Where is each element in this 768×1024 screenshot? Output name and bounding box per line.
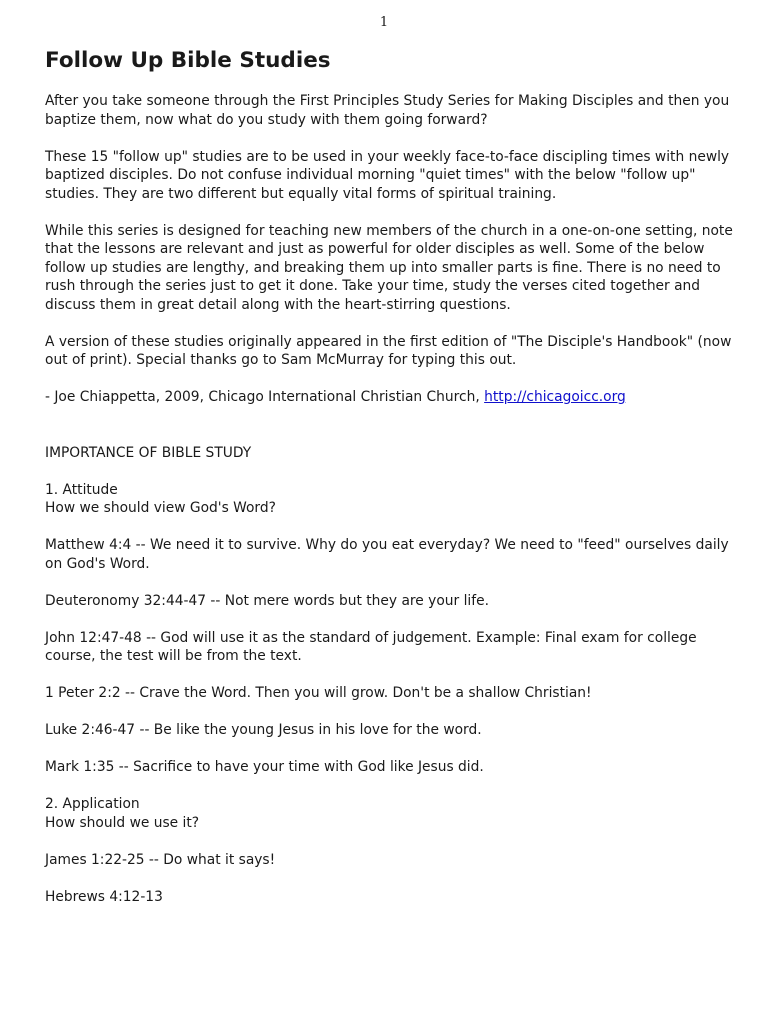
verse-item: John 12:47-48 -- God will use it as the standard of judgement. Example: Final exam for college course, the test will be from the text.	[45, 629, 697, 664]
verse-item: Luke 2:46-47 -- Be like the young Jesus in his love for the word.	[45, 722, 482, 738]
part-1-question: How we should view God's Word?	[45, 500, 276, 516]
document-body	[45, 92, 735, 925]
verse-item: James 1:22-25 -- Do what it says!	[45, 851, 276, 868]
intro-paragraph-1: After you take someone through the First Principles Study Series for Making Disciples and then you baptize them, now what do you study with them going forward?	[45, 93, 730, 128]
author-signature	[45, 388, 735, 407]
verse-item: Mark 1:35 -- Sacrifice to have your time with God like Jesus did.	[45, 759, 484, 775]
verse-item: Matthew 4:4 -- We need it to survive. Why do you eat everyday? We need to "feed" ourselves daily on God's Word.	[45, 537, 729, 572]
page-number: 1	[379, 15, 389, 30]
part-2-question: How should we use it?	[45, 814, 200, 831]
intro-paragraph-3: While this series is designed for teaching new members of the church in a one-on-one setting, note that the lessons are relevant and just as powerful for older disciples as well. Some of the below follow up studies are lengthy, and breaking them up into smaller parts is fine. There is no need to rush through the series just to get it done. Take your time, study the verses cited together and discuss them in great detail along with the heart-stirring questions.	[45, 222, 733, 313]
intro-paragraph-4: A version of these studies originally appeared in the first edition of "The Disciple's Handbook" (now out of print). Special thanks go to Sam McMurray for typing this out.	[45, 333, 732, 368]
signature-text: - Joe Chiappetta, 2009, Chicago International Christian Church,	[45, 389, 485, 405]
part-2-heading: 2. Application	[45, 796, 140, 812]
verse-item: Hebrews 4:12-13	[45, 888, 163, 905]
part-1-heading: 1. Attitude	[45, 481, 118, 498]
document-title: Follow Up Bible Studies	[45, 48, 331, 73]
verse-item: Deuteronomy 32:44-47 -- Not mere words but they are your life.	[45, 592, 489, 609]
document-page	[45, 0, 735, 1024]
verse-item: 1 Peter 2:2 -- Crave the Word. Then you will grow. Don't be a shallow Christian!	[45, 685, 592, 701]
church-website-link[interactable]: http://chicagoicc.org	[484, 389, 626, 405]
section-heading: IMPORTANCE OF BIBLE STUDY	[45, 444, 252, 461]
intro-paragraph-2: These 15 "follow up" studies are to be used in your weekly face-to-face discipling times with newly baptized disciples. Do not confuse individual morning "quiet times" with the below "follow up" studies. They are two different but equally vital forms of spiritual training.	[45, 148, 730, 202]
